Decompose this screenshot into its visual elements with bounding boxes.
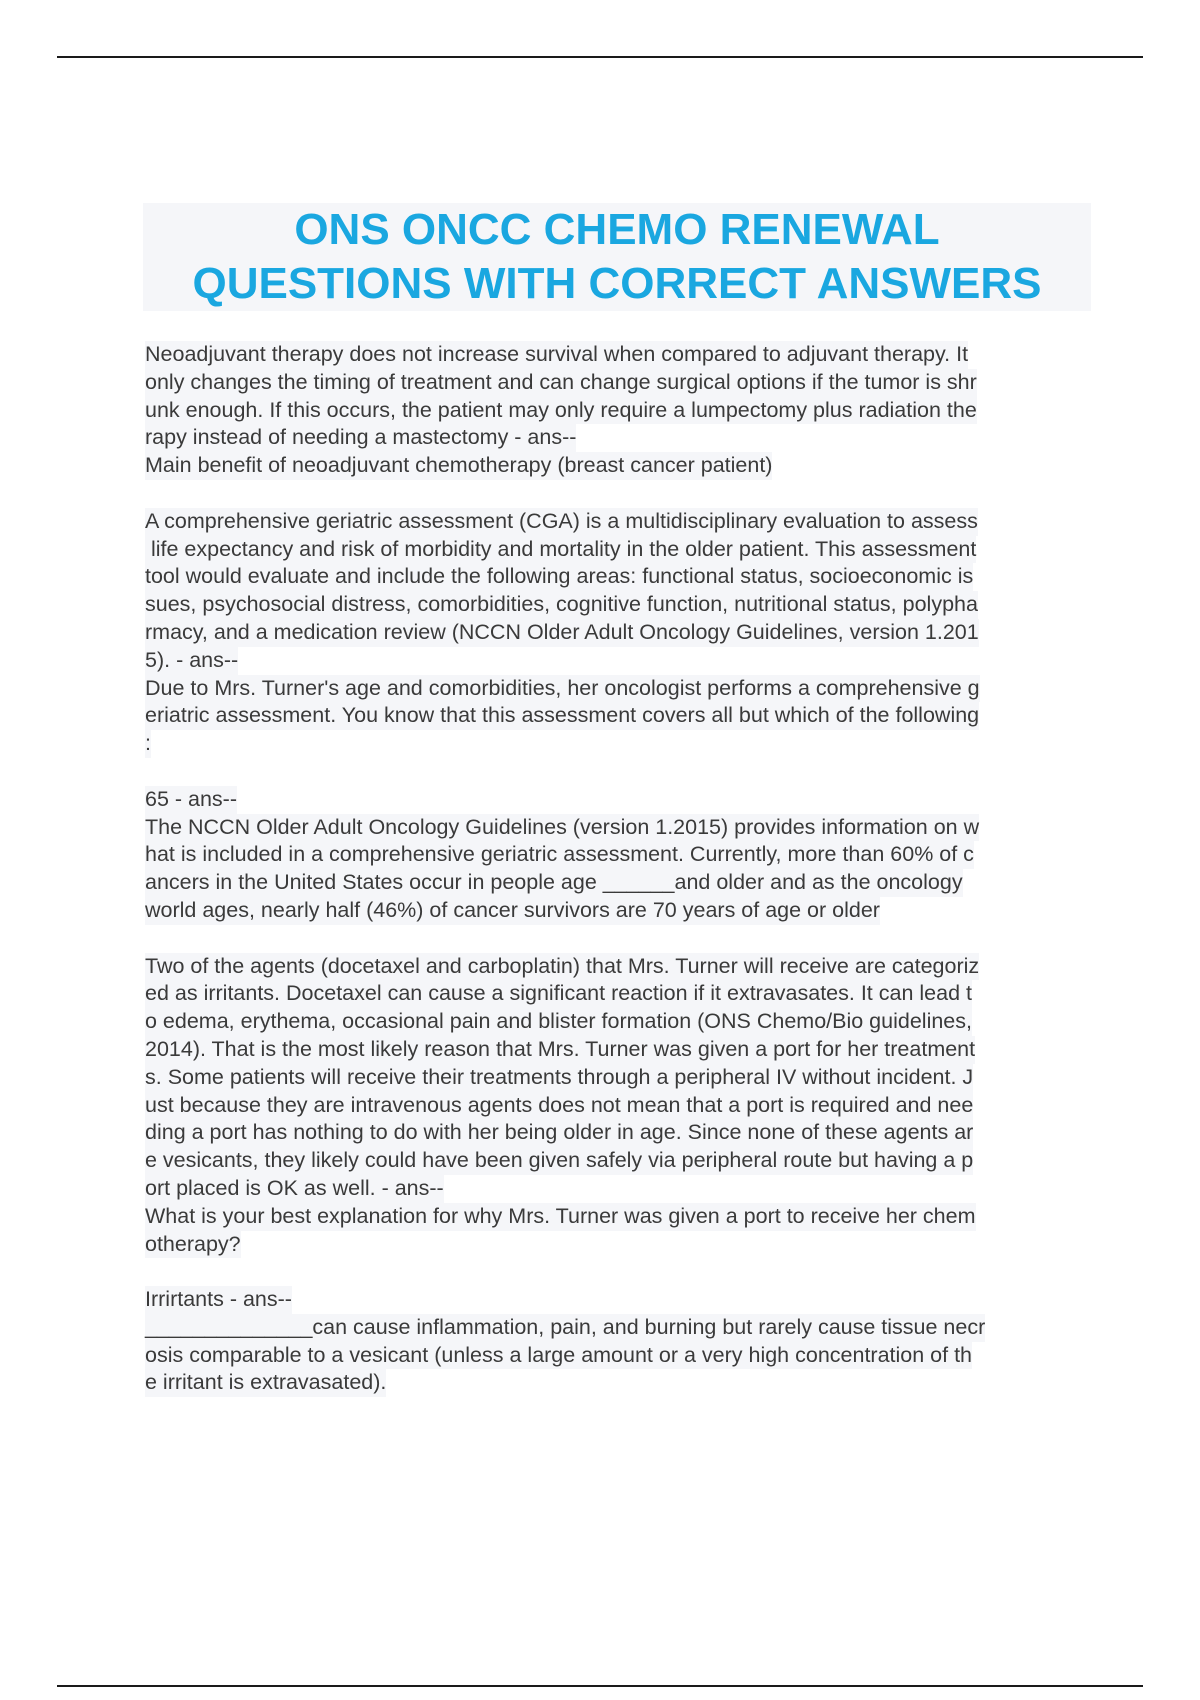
text-line: A comprehensive geriatric assessment (CGA) is a multidisciplinary evaluation to assess xyxy=(145,508,978,536)
question-line: eriatric assessment. You know that this assessment covers all but which of the following xyxy=(145,702,979,730)
text-line: Two of the agents (docetaxel and carboplatin) that Mrs. Turner will receive are categoriz xyxy=(145,953,979,981)
title-line-2: QUESTIONS WITH CORRECT ANSWERS xyxy=(192,259,1042,308)
question-line: What is your best explanation for why Mrs. Turner was given a port to receive her chem xyxy=(145,1203,976,1231)
text-line: unk enough. If this occurs, the patient may only require a lumpectomy plus radiation the xyxy=(145,397,977,425)
question-line: otherapy? xyxy=(145,1231,241,1259)
text-line: 2014). That is the most likely reason that Mrs. Turner was given a port for her treatment xyxy=(145,1036,975,1064)
text-line: life expectancy and risk of morbidity and mortality in the older patient. This assessment xyxy=(145,536,976,564)
qa-block-geriatric-assessment xyxy=(145,508,1090,758)
question-line: Main benefit of neoadjuvant chemotherapy (breast cancer patient) xyxy=(145,452,772,480)
text-line: rapy instead of needing a mastectomy - ans-- xyxy=(145,424,576,452)
text-line: sues, psychosocial distress, comorbidities, cognitive function, nutritional status, polypha xyxy=(145,591,978,619)
title-line-1: ONS ONCC CHEMO RENEWAL xyxy=(294,205,940,254)
text-line: tool would evaluate and include the following areas: functional status, socioeconomic is xyxy=(145,563,973,591)
text-line: ort placed is OK as well. - ans-- xyxy=(145,1175,444,1203)
question-line: world ages, nearly half (46%) of cancer survivors are 70 years of age or older xyxy=(145,897,880,925)
text-line: ding a port has nothing to do with her being older in age. Since none of these agents ar xyxy=(145,1119,973,1147)
text-line: ed as irritants. Docetaxel can cause a significant reaction if it extravasates. It can lead t xyxy=(145,980,972,1008)
question-line: e irritant is extravasated). xyxy=(145,1369,386,1397)
answer-line: Irrirtants - ans-- xyxy=(145,1286,292,1314)
answer-line: 65 - ans-- xyxy=(145,786,237,814)
question-line: hat is included in a comprehensive geriatric assessment. Currently, more than 60% of c xyxy=(145,841,974,869)
bottom-rule xyxy=(57,1685,1143,1687)
text-line: only changes the timing of treatment and can change surgical options if the tumor is shr xyxy=(145,369,977,397)
text-line: o edema, erythema, occasional pain and blister formation (ONS Chemo/Bio guidelines, xyxy=(145,1008,972,1036)
text-line: e vesicants, they likely could have been given safely via peripheral route but having a p xyxy=(145,1147,973,1175)
text-line: Neoadjuvant therapy does not increase survival when compared to adjuvant therapy. It xyxy=(145,341,968,369)
question-line: ______________can cause inflammation, pain, and burning but rarely cause tissue necr xyxy=(145,1314,985,1342)
top-rule xyxy=(57,56,1143,58)
qa-block-age-65 xyxy=(145,786,1090,925)
text-line: ust because they are intravenous agents does not mean that a port is required and nee xyxy=(145,1092,973,1120)
qa-block-irritants xyxy=(145,1286,1090,1397)
question-line: The NCCN Older Adult Oncology Guidelines (version 1.2015) provides information on w xyxy=(145,814,979,842)
question-line: Due to Mrs. Turner's age and comorbidities, her oncologist performs a comprehensive g xyxy=(145,675,980,703)
document-body xyxy=(145,341,1090,1425)
qa-block-neoadjuvant xyxy=(145,341,1090,480)
text-line: 5). - ans-- xyxy=(145,647,238,675)
qa-block-port xyxy=(145,953,1090,1259)
document-title xyxy=(143,203,1091,311)
question-line: osis comparable to a vesicant (unless a large amount or a very high concentration of th xyxy=(145,1342,972,1370)
question-line: ancers in the United States occur in people age ______and older and as the oncology xyxy=(145,869,963,897)
question-line: : xyxy=(145,730,151,758)
text-line: s. Some patients will receive their treatments through a peripheral IV without incident. J xyxy=(145,1064,973,1092)
text-line: rmacy, and a medication review (NCCN Older Adult Oncology Guidelines, version 1.201 xyxy=(145,619,979,647)
